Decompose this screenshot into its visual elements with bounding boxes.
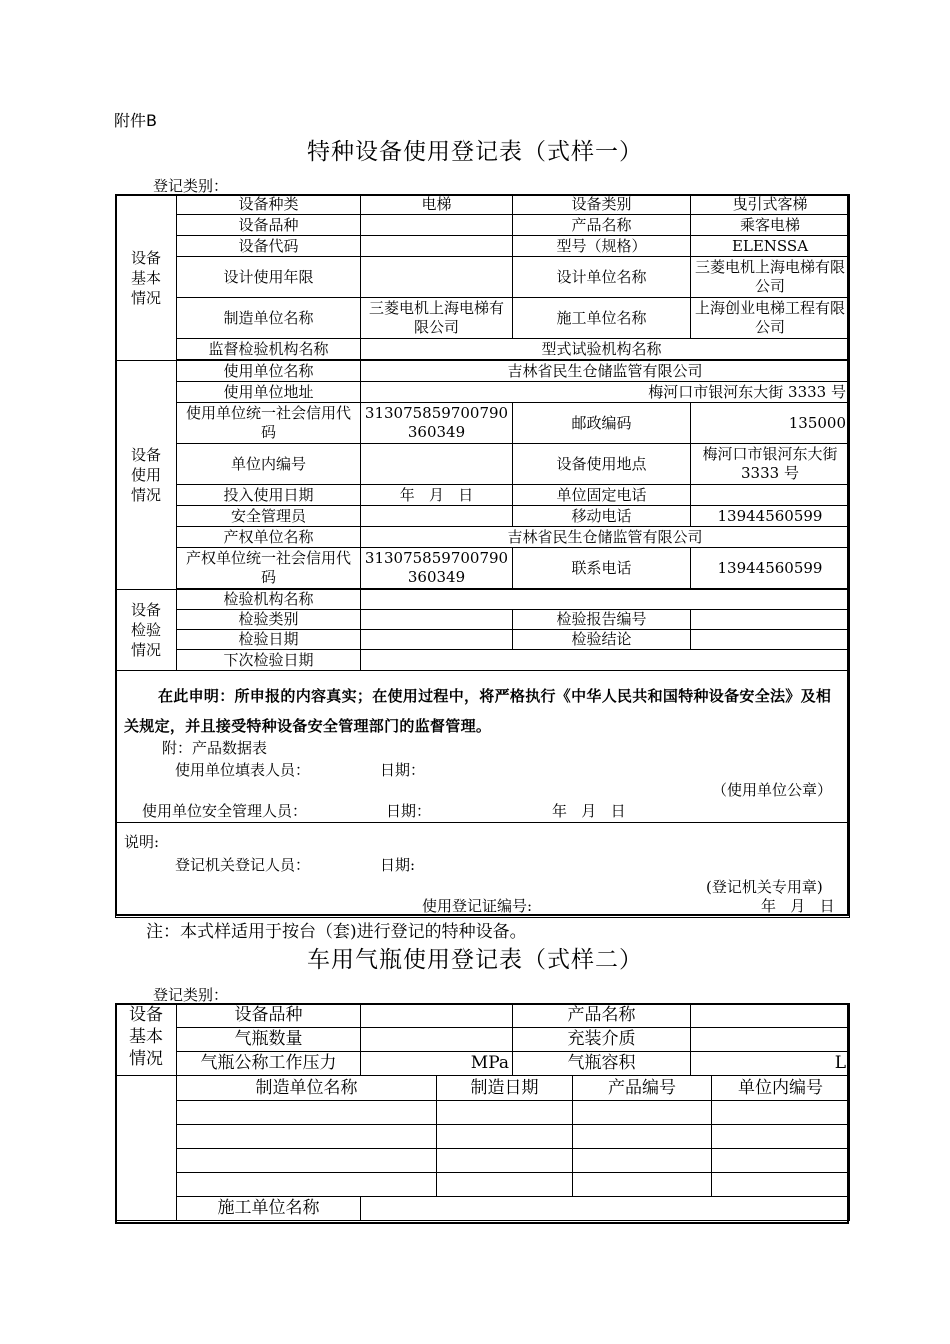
product-name-label: 产品名称	[513, 215, 691, 236]
form2-volume-label: 气瓶容积	[513, 1052, 691, 1076]
form2-installer-label: 施工单位名称	[177, 1197, 361, 1221]
form2-left-blank	[116, 1076, 177, 1221]
form2-product-name-label: 产品名称	[513, 1004, 691, 1028]
form2-row	[116, 1173, 850, 1197]
location-value[interactable]: 梅河口市银河东大街 3333 号	[691, 444, 850, 485]
design-life-value[interactable]	[361, 257, 513, 298]
form2-installer-value[interactable]	[361, 1197, 850, 1221]
form2-medium-value[interactable]	[691, 1028, 850, 1052]
form2-table	[115, 1003, 850, 1221]
form2-row	[116, 1125, 850, 1149]
form2-count-value[interactable]	[361, 1028, 513, 1052]
product-name-value[interactable]: 乘客电梯	[691, 215, 850, 236]
design-unit-value[interactable]: 三菱电机上海电梯有限公司	[691, 257, 850, 298]
owner-credit-label: 产权单位统一社会信用代码	[177, 548, 361, 589]
note-ymd: 年 月 日	[761, 897, 835, 915]
form2-cell[interactable]	[437, 1149, 573, 1173]
equip-category-label: 设备类别	[513, 195, 691, 215]
date1-label: 日期：	[380, 761, 426, 779]
form2-volume-unit[interactable]: L	[691, 1052, 850, 1076]
safety-mgr-label: 安全管理员	[177, 506, 361, 527]
form2-variety-label: 设备品种	[177, 1004, 361, 1028]
form2-cell[interactable]	[712, 1173, 850, 1197]
next-date-value[interactable]	[361, 650, 850, 671]
note-label: 说明:	[124, 833, 160, 851]
form2-title: 车用气瓶使用登记表（式样二）	[307, 947, 643, 973]
user-addr-value[interactable]: 梅河口市银河东大街 3333 号	[361, 382, 850, 403]
user-credit-label: 使用单位统一社会信用代码	[177, 403, 361, 444]
fixed-phone-label: 单位固定电话	[513, 485, 691, 506]
section-inspect: 设备 检验 情况	[116, 590, 177, 671]
type-test-label: 型式试验机构名称	[513, 339, 691, 360]
manufacturer-label: 制造单位名称	[177, 298, 361, 339]
report-no-label: 检验报告编号	[513, 610, 691, 630]
form2-col-manufacturer: 制造单位名称	[177, 1076, 437, 1101]
installer-value[interactable]: 上海创业电梯工程有限公司	[691, 298, 850, 339]
form2-cell[interactable]	[573, 1149, 712, 1173]
owner-value[interactable]: 吉林省民生仓储监管有限公司	[361, 527, 850, 548]
form2-col-product-no: 产品编号	[573, 1076, 712, 1101]
mobile-label: 移动电话	[513, 506, 691, 527]
inspect-type-label: 检验类别	[177, 610, 361, 630]
safety-person-label: 使用单位安全管理人员：	[142, 802, 308, 820]
form2-row	[116, 1149, 850, 1173]
attach-label: 附：产品数据表	[162, 739, 268, 757]
design-unit-label: 设计单位名称	[513, 257, 691, 298]
section-basic: 设备 基本 情况	[116, 195, 177, 361]
form2-product-name-value[interactable]	[691, 1004, 850, 1028]
registration-type-label: 登记类别：	[153, 177, 229, 195]
internal-no-label: 单位内编号	[177, 444, 361, 485]
user-credit-value[interactable]: 313075859700790360349	[361, 403, 513, 444]
form2-cell[interactable]	[712, 1101, 850, 1125]
form2-cell[interactable]	[573, 1101, 712, 1125]
next-date-label: 下次检验日期	[177, 650, 361, 671]
date2-label: 日期：	[386, 802, 432, 820]
equip-category-value[interactable]: 曳引式客梯	[691, 195, 850, 215]
postcode-label: 邮政编码	[513, 403, 691, 444]
form2-cell[interactable]	[712, 1125, 850, 1149]
declaration-ymd: 年 月 日	[552, 802, 626, 820]
reg-seal-label: (登记机关专用章)	[706, 878, 823, 896]
form2-cell[interactable]	[437, 1173, 573, 1197]
form2-cell[interactable]	[437, 1101, 573, 1125]
installer-label: 施工单位名称	[513, 298, 691, 339]
owner-credit-value[interactable]: 313075859700790360349	[361, 548, 513, 589]
form2-col-date: 制造日期	[437, 1076, 573, 1101]
form2-medium-label: 充装介质	[513, 1028, 691, 1052]
declaration-text: 在此申明：所申报的内容真实；在使用过程中，将严格执行《中华人民共和国特种设备安全法》及相关规定，并且接受特种设备安全管理部门的监督管理。	[124, 687, 832, 735]
start-date-value[interactable]: 年 月 日	[361, 485, 513, 506]
contact-phone-value[interactable]: 13944560599	[691, 548, 850, 589]
form2-variety-value[interactable]	[361, 1004, 513, 1028]
inspect-type-value[interactable]	[361, 610, 513, 630]
type-test-value[interactable]	[691, 339, 850, 360]
note-cell	[116, 823, 850, 918]
form2-col-internal-no: 单位内编号	[712, 1076, 850, 1101]
inspect-date-value[interactable]	[361, 630, 513, 650]
equip-code-value[interactable]	[361, 236, 513, 257]
mobile-value[interactable]: 13944560599	[691, 506, 850, 527]
cert-no-label: 使用登记证编号:	[422, 897, 533, 915]
form2-cell[interactable]	[177, 1173, 437, 1197]
form2-row	[116, 1101, 850, 1125]
start-date-label: 投入使用日期	[177, 485, 361, 506]
attachment-label: 附件B	[114, 111, 157, 130]
form2-cell[interactable]	[573, 1125, 712, 1149]
internal-no-value[interactable]	[361, 444, 513, 485]
model-value[interactable]: ELENSSA	[691, 236, 850, 257]
form1-table	[115, 194, 850, 918]
postcode-value[interactable]: 135000	[691, 403, 850, 444]
equip-variety-value[interactable]	[361, 215, 513, 236]
form2-section-basic: 设备 基本 情况	[116, 1004, 177, 1076]
form2-cell[interactable]	[437, 1125, 573, 1149]
equip-kind-value[interactable]: 电梯	[361, 195, 513, 215]
form2-registration-type: 登记类别：	[153, 986, 229, 1004]
model-label: 型号（规格）	[513, 236, 691, 257]
form2-cell[interactable]	[712, 1149, 850, 1173]
declaration-cell	[116, 671, 850, 823]
inspect-org-value[interactable]	[361, 590, 850, 610]
equip-variety-label: 设备品种	[177, 215, 361, 236]
form1-title: 特种设备使用登记表（式样一）	[307, 139, 643, 165]
location-label: 设备使用地点	[513, 444, 691, 485]
equip-kind-label: 设备种类	[177, 195, 361, 215]
conclusion-label: 检验结论	[513, 630, 691, 650]
fixed-phone-value[interactable]	[691, 485, 850, 506]
form2-cell[interactable]	[177, 1149, 437, 1173]
user-unit-value[interactable]: 吉林省民生仓储监管有限公司	[361, 361, 850, 382]
inspect-date-label: 检验日期	[177, 630, 361, 650]
registrar-label: 登记机关登记人员：	[175, 856, 311, 874]
supervision-value[interactable]	[361, 339, 513, 360]
report-no-value[interactable]	[691, 610, 850, 630]
design-life-label: 设计使用年限	[177, 257, 361, 298]
form2-count-label: 气瓶数量	[177, 1028, 361, 1052]
form2-cell[interactable]	[573, 1173, 712, 1197]
section-use: 设备 使用 情况	[116, 361, 177, 590]
safety-mgr-value[interactable]	[361, 506, 513, 527]
form2-cell[interactable]	[177, 1125, 437, 1149]
conclusion-value[interactable]	[691, 630, 850, 650]
inspect-org-label: 检验机构名称	[177, 590, 361, 610]
form2-cell[interactable]	[177, 1101, 437, 1125]
user-unit-label: 使用单位名称	[177, 361, 361, 382]
date3-label: 日期:	[380, 856, 416, 874]
equip-code-label: 设备代码	[177, 236, 361, 257]
contact-phone-label: 联系电话	[513, 548, 691, 589]
filler-label: 使用单位填表人员：	[175, 761, 311, 779]
user-addr-label: 使用单位地址	[177, 382, 361, 403]
user-seal-label: （使用单位公章）	[712, 781, 833, 799]
form2-pressure-label: 气瓶公称工作压力	[177, 1052, 361, 1076]
form1-footnote: 注：本式样适用于按台（套)进行登记的特种设备。	[146, 922, 527, 942]
owner-label: 产权单位名称	[177, 527, 361, 548]
supervision-label: 监督检验机构名称	[177, 339, 361, 360]
form2-pressure-unit[interactable]: MPa	[361, 1052, 513, 1076]
manufacturer-value[interactable]: 三菱电机上海电梯有限公司	[361, 298, 513, 339]
